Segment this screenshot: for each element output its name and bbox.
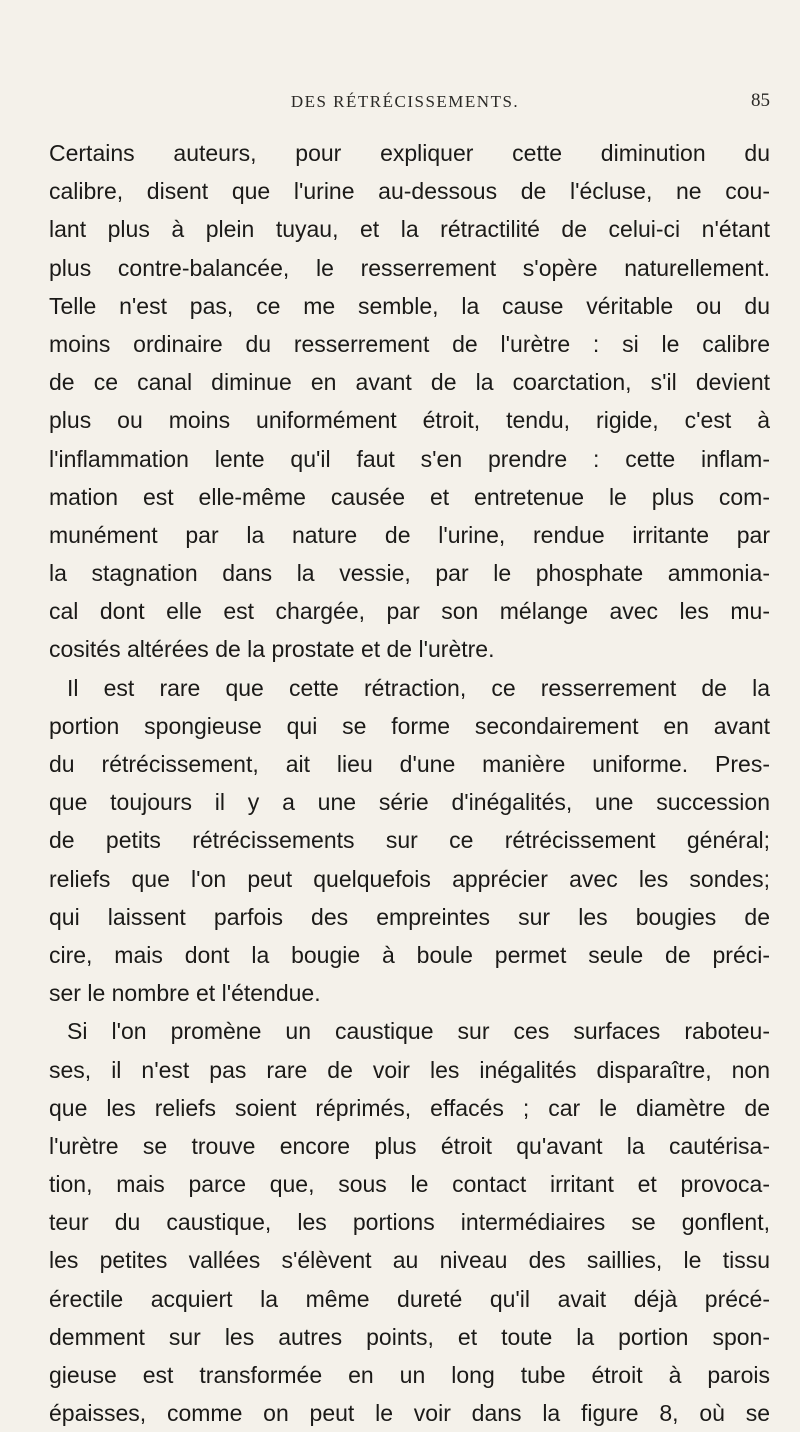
text-line: lant plus à plein tuyau, et la rétractilité de celui-ci n'étant xyxy=(49,216,770,243)
text-line: cal dont elle est chargée, par son mélange avec les mu- xyxy=(49,598,770,625)
text-line: qui laissent parfois des empreintes sur les bougies de xyxy=(49,903,770,930)
body-text xyxy=(49,134,770,1432)
text-line: ser le nombre et l'étendue. xyxy=(49,980,321,1007)
text-line: reliefs que l'on peut quelquefois apprécier avec les sondes; xyxy=(49,865,770,892)
text-line: Il est rare que cette rétraction, ce resserrement de la xyxy=(67,674,770,701)
running-head xyxy=(40,86,770,116)
text-line: Telle n'est pas, ce me semble, la cause véritable ou du xyxy=(49,292,770,319)
text-line: épaisses, comme on peut le voir dans la figure 8, où se xyxy=(49,1400,770,1427)
text-line: demment sur les autres points, et toute la portion spon- xyxy=(49,1323,770,1350)
text-line: moins ordinaire du resserrement de l'urètre : si le calibre xyxy=(49,330,770,357)
text-line: portion spongieuse qui se forme secondairement en avant xyxy=(49,712,770,739)
text-line: tion, mais parce que, sous le contact irritant et provoca- xyxy=(49,1171,770,1198)
text-line: que toujours il y a une série d'inégalités, une succession xyxy=(49,789,770,816)
text-line: de petits rétrécissements sur ce rétrécissement général; xyxy=(49,827,770,854)
text-line: teur du caustique, les portions intermédiaires se gonflent, xyxy=(49,1209,770,1236)
text-line: plus ou moins uniformément étroit, tendu, rigide, c'est à xyxy=(49,407,770,434)
text-line: érectile acquiert la même dureté qu'il avait déjà précé- xyxy=(49,1285,770,1312)
text-line: mation est elle-même causée et entretenue le plus com- xyxy=(49,483,770,510)
text-line: l'urètre se trouve encore plus étroit qu'avant la cautérisa- xyxy=(49,1132,770,1159)
text-line: que les reliefs soient réprimés, effacés ; car le diamètre de xyxy=(49,1094,770,1121)
text-line: les petites vallées s'élèvent au niveau des saillies, le tissu xyxy=(49,1247,770,1274)
text-line: Si l'on promène un caustique sur ces surfaces raboteu- xyxy=(67,1018,770,1045)
text-line: Certains auteurs, pour expliquer cette diminution du xyxy=(49,140,770,166)
running-title: DES RÉTRÉCISSEMENTS. xyxy=(290,92,520,111)
text-line: cosités altérées de la prostate et de l'urètre. xyxy=(49,636,495,663)
text-line: plus contre-balancée, le resserrement s'opère naturellement. xyxy=(49,254,770,281)
text-line: l'inflammation lente qu'il faut s'en prendre : cette inflam- xyxy=(49,445,770,472)
text-line: de ce canal diminue en avant de la coarctation, s'il devient xyxy=(49,369,770,396)
text-line: calibre, disent que l'urine au-dessous de l'écluse, ne cou- xyxy=(49,178,770,205)
text-line: cire, mais dont la bougie à boule permet seule de préci- xyxy=(49,941,770,968)
text-line: gieuse est transformée en un long tube étroit à parois xyxy=(49,1362,770,1388)
text-line: la stagnation dans la vessie, par le phosphate ammonia- xyxy=(49,560,770,587)
text-line: munément par la nature de l'urine, rendue irritante par xyxy=(49,521,770,548)
text-line: ses, il n'est pas rare de voir les inégalités disparaître, non xyxy=(49,1056,770,1083)
page-number: 85 xyxy=(751,90,770,111)
text-line: du rétrécissement, ait lieu d'une manière uniforme. Pres- xyxy=(49,751,770,777)
